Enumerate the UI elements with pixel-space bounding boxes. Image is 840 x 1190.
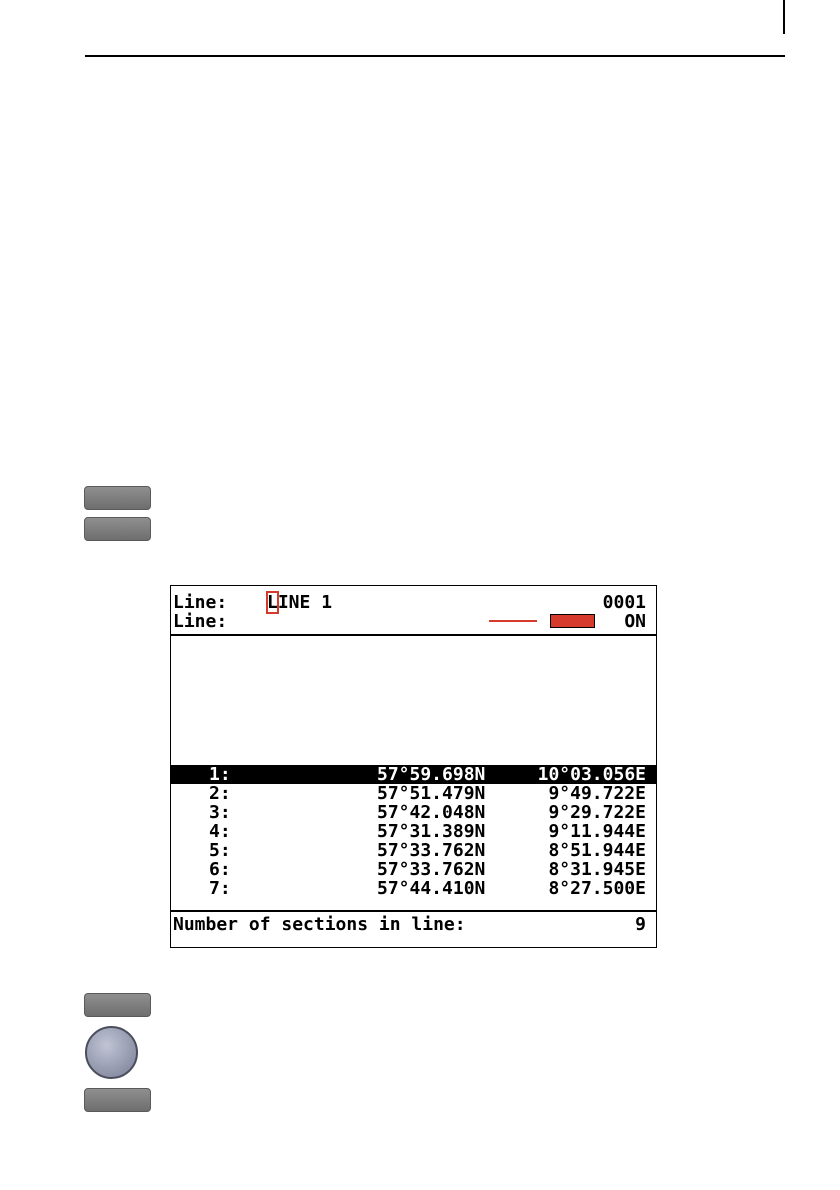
line-color-sample <box>489 620 537 622</box>
cell-lon: 9°29.722E <box>548 802 646 823</box>
cell-num: 7: <box>209 878 231 899</box>
cell-lat: 57°42.048N <box>377 802 486 823</box>
cell-lon: 8°27.500E <box>548 878 646 899</box>
cell-lon: 10°03.056E <box>537 764 646 785</box>
cell-lon: 9°49.722E <box>548 783 646 804</box>
crop-mark <box>783 0 785 34</box>
table-row[interactable] <box>171 765 656 784</box>
device-screen <box>170 585 657 948</box>
table-row[interactable] <box>171 879 656 898</box>
screen-divider-top <box>171 634 656 636</box>
key-button-2[interactable] <box>84 517 151 541</box>
table-row[interactable] <box>171 860 656 879</box>
table-row[interactable] <box>171 784 656 803</box>
table-row[interactable] <box>171 822 656 841</box>
line-name-field[interactable] <box>267 593 332 613</box>
line-color-swatch[interactable] <box>550 614 595 628</box>
cell-lon: 9°11.944E <box>548 821 646 842</box>
cell-num: 6: <box>209 859 231 880</box>
table-row[interactable] <box>171 841 656 860</box>
line-style-row <box>171 612 656 632</box>
cell-lat: 57°31.389N <box>377 821 486 842</box>
line-number: 0001 <box>602 592 646 613</box>
cell-num: 1: <box>209 764 231 785</box>
screen-divider-bottom <box>171 910 656 912</box>
sections-count-label: Number of sections in line: <box>173 914 466 935</box>
line-style-label: Line: <box>173 611 228 632</box>
cell-num: 4: <box>209 821 231 842</box>
cell-lat: 57°33.762N <box>377 859 486 880</box>
cell-lat: 57°33.762N <box>377 840 486 861</box>
cell-num: 3: <box>209 802 231 823</box>
header-rule <box>85 55 785 57</box>
cell-lat: 57°51.479N <box>377 783 486 804</box>
key-button-4[interactable] <box>84 1088 151 1112</box>
line-name-row <box>171 593 656 613</box>
line-name-label: Line: <box>173 592 228 613</box>
cell-num: 5: <box>209 840 231 861</box>
line-name-rest: INE 1 <box>277 592 333 613</box>
sections-count: 9 <box>635 914 646 935</box>
line-status: ON <box>624 611 646 632</box>
edit-cursor: L <box>267 592 278 613</box>
key-button-1[interactable] <box>84 486 151 510</box>
cell-lon: 8°51.944E <box>548 840 646 861</box>
cell-num: 2: <box>209 783 231 804</box>
joystick-knob[interactable] <box>85 1026 138 1079</box>
cell-lon: 8°31.945E <box>548 859 646 880</box>
cell-lat: 57°59.698N <box>377 764 486 785</box>
table-row[interactable] <box>171 803 656 822</box>
key-button-3[interactable] <box>84 993 151 1017</box>
cell-lat: 57°44.410N <box>377 878 486 899</box>
sections-count-row <box>171 915 656 935</box>
